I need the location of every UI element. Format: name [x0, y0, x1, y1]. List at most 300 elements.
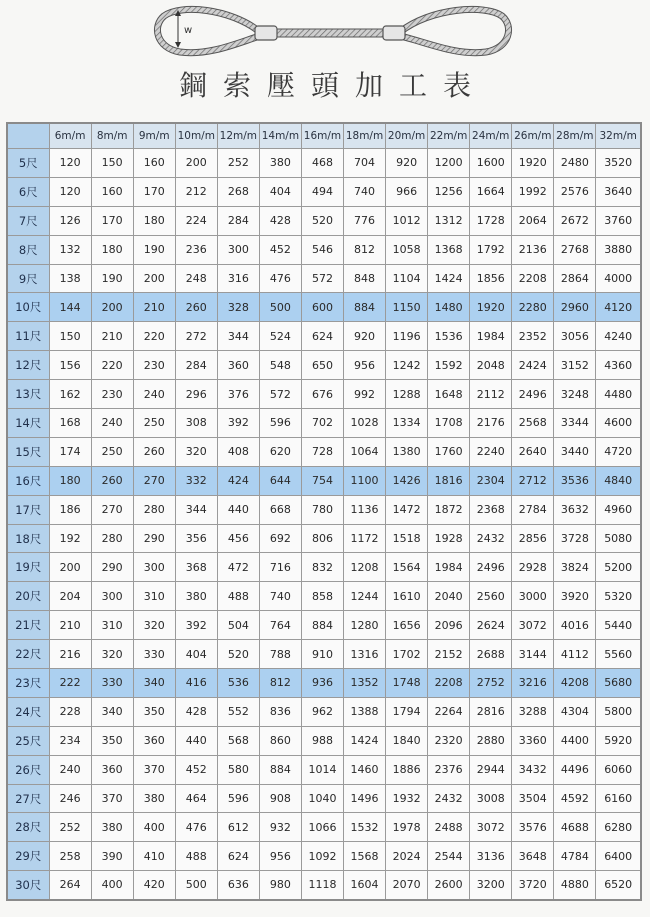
table-cell: 3720 [512, 871, 554, 900]
table-cell: 400 [133, 813, 175, 842]
header [0, 0, 650, 118]
width-label: w [184, 25, 193, 36]
table-cell: 812 [344, 235, 386, 264]
table-cell: 580 [217, 755, 259, 784]
table-cell: 3216 [512, 669, 554, 698]
table-cell: 3648 [512, 842, 554, 871]
table-cell: 190 [133, 235, 175, 264]
table-row [7, 842, 641, 871]
table-cell: 1200 [428, 149, 470, 178]
table-cell: 836 [259, 697, 301, 726]
table-cell: 1426 [386, 466, 428, 495]
table-cell: 120 [49, 177, 91, 206]
table-cell: 1388 [344, 697, 386, 726]
table-cell: 2280 [512, 293, 554, 322]
column-header: 28m/m [554, 123, 596, 149]
table-cell: 2376 [428, 755, 470, 784]
table-cell: 380 [175, 582, 217, 611]
table-cell: 1928 [428, 524, 470, 553]
table-cell: 6060 [596, 755, 641, 784]
table-row [7, 235, 641, 264]
table-cell: 4304 [554, 697, 596, 726]
table-cell: 400 [91, 871, 133, 900]
table-cell: 296 [175, 380, 217, 409]
table-cell: 3248 [554, 380, 596, 409]
row-label: 5尺 [7, 149, 49, 178]
row-label: 24尺 [7, 697, 49, 726]
table-row [7, 351, 641, 380]
table-cell: 220 [91, 351, 133, 380]
row-label: 7尺 [7, 206, 49, 235]
row-label: 9尺 [7, 264, 49, 293]
table-cell: 4720 [596, 437, 641, 466]
table-row [7, 466, 641, 495]
table-cell: 264 [49, 871, 91, 900]
table-cell: 692 [259, 524, 301, 553]
column-header: 32m/m [596, 123, 641, 149]
table-cell: 186 [49, 495, 91, 524]
table-cell: 1244 [344, 582, 386, 611]
table-cell: 220 [133, 322, 175, 351]
table-cell: 180 [49, 466, 91, 495]
table-cell: 1840 [386, 726, 428, 755]
table-cell: 1028 [344, 409, 386, 438]
table-cell: 284 [217, 206, 259, 235]
table-cell: 3000 [512, 582, 554, 611]
table-cell: 4208 [554, 669, 596, 698]
table-cell: 5080 [596, 524, 641, 553]
table-cell: 4880 [554, 871, 596, 900]
table-cell: 272 [175, 322, 217, 351]
table-cell: 224 [175, 206, 217, 235]
wire-rope-table [6, 122, 642, 901]
table-cell: 1424 [428, 264, 470, 293]
table-cell: 812 [259, 669, 301, 698]
table-cell: 3520 [596, 149, 641, 178]
table-cell: 2496 [512, 380, 554, 409]
table-cell: 3920 [554, 582, 596, 611]
table-cell: 332 [175, 466, 217, 495]
row-label: 12尺 [7, 351, 49, 380]
table-cell: 884 [344, 293, 386, 322]
table-cell: 1920 [512, 149, 554, 178]
table-cell: 1604 [344, 871, 386, 900]
table-row [7, 784, 641, 813]
table-cell: 200 [49, 553, 91, 582]
table-cell: 4840 [596, 466, 641, 495]
table-cell: 740 [344, 177, 386, 206]
table-cell: 2040 [428, 582, 470, 611]
table-cell: 988 [301, 726, 343, 755]
table-cell: 520 [301, 206, 343, 235]
table-cell: 1702 [386, 640, 428, 669]
table-cell: 1992 [512, 177, 554, 206]
table-cell: 788 [259, 640, 301, 669]
table-cell: 268 [217, 177, 259, 206]
table-cell: 370 [133, 755, 175, 784]
row-label: 30尺 [7, 871, 49, 900]
column-header: 20m/m [386, 123, 428, 149]
corner-cell [7, 123, 49, 149]
table-cell: 848 [344, 264, 386, 293]
table-cell: 162 [49, 380, 91, 409]
table-row [7, 409, 641, 438]
table-row [7, 813, 641, 842]
table-cell: 4112 [554, 640, 596, 669]
table-cell: 910 [301, 640, 343, 669]
table-cell: 240 [133, 380, 175, 409]
table-cell: 180 [133, 206, 175, 235]
table-cell: 150 [91, 149, 133, 178]
table-cell: 5560 [596, 640, 641, 669]
table-cell: 1794 [386, 697, 428, 726]
table-cell: 344 [175, 495, 217, 524]
table-cell: 504 [217, 611, 259, 640]
table-cell: 524 [259, 322, 301, 351]
table-cell: 956 [344, 351, 386, 380]
table-cell: 3072 [512, 611, 554, 640]
row-label: 28尺 [7, 813, 49, 842]
table-cell: 1760 [428, 437, 470, 466]
table-cell: 228 [49, 697, 91, 726]
table-cell: 260 [175, 293, 217, 322]
table-cell: 230 [91, 380, 133, 409]
table-cell: 1196 [386, 322, 428, 351]
table-cell: 1368 [428, 235, 470, 264]
table-cell: 4688 [554, 813, 596, 842]
table-cell: 2712 [512, 466, 554, 495]
table-cell: 2560 [470, 582, 512, 611]
row-label: 20尺 [7, 582, 49, 611]
table-row [7, 669, 641, 698]
table-cell: 2176 [470, 409, 512, 438]
table-cell: 284 [175, 351, 217, 380]
table-cell: 2096 [428, 611, 470, 640]
table-cell: 252 [217, 149, 259, 178]
wire-rope-sling-icon [150, 2, 520, 64]
table-cell: 1496 [344, 784, 386, 813]
table-cell: 416 [175, 669, 217, 698]
table-cell: 310 [91, 611, 133, 640]
table-cell: 1648 [428, 380, 470, 409]
table-cell: 1312 [428, 206, 470, 235]
table-row [7, 206, 641, 235]
table-cell: 1316 [344, 640, 386, 669]
column-header: 9m/m [133, 123, 175, 149]
row-label: 22尺 [7, 640, 49, 669]
table-cell: 428 [259, 206, 301, 235]
table-cell: 1380 [386, 437, 428, 466]
table-cell: 596 [217, 784, 259, 813]
table-cell: 1208 [344, 553, 386, 582]
table-cell: 2480 [554, 149, 596, 178]
table-cell: 4400 [554, 726, 596, 755]
table-cell: 962 [301, 697, 343, 726]
table-cell: 320 [133, 611, 175, 640]
table-cell: 476 [175, 813, 217, 842]
table-cell: 2496 [470, 553, 512, 582]
table-cell: 310 [133, 582, 175, 611]
table-cell: 2432 [470, 524, 512, 553]
table-row [7, 755, 641, 784]
table-cell: 428 [175, 697, 217, 726]
table-cell: 380 [259, 149, 301, 178]
row-label: 11尺 [7, 322, 49, 351]
table-cell: 392 [217, 409, 259, 438]
table-cell: 1012 [386, 206, 428, 235]
table-cell: 2624 [470, 611, 512, 640]
table-row [7, 437, 641, 466]
table-cell: 2928 [512, 553, 554, 582]
table-cell: 328 [217, 293, 259, 322]
table-cell: 440 [217, 495, 259, 524]
table-cell: 884 [301, 611, 343, 640]
row-label: 17尺 [7, 495, 49, 524]
table-cell: 1242 [386, 351, 428, 380]
table-cell: 956 [259, 842, 301, 871]
table-cell: 440 [175, 726, 217, 755]
table-cell: 260 [133, 437, 175, 466]
table-cell: 2208 [428, 669, 470, 698]
table-cell: 5800 [596, 697, 641, 726]
table-cell: 1564 [386, 553, 428, 582]
table-cell: 548 [259, 351, 301, 380]
table-cell: 1568 [344, 842, 386, 871]
table-cell: 4784 [554, 842, 596, 871]
table-cell: 200 [91, 293, 133, 322]
table-cell: 404 [259, 177, 301, 206]
table-cell: 240 [49, 755, 91, 784]
table-cell: 360 [133, 726, 175, 755]
table-cell: 1352 [344, 669, 386, 698]
table-cell: 2576 [554, 177, 596, 206]
table-cell: 1518 [386, 524, 428, 553]
table-cell: 650 [301, 351, 343, 380]
table-cell: 1472 [386, 495, 428, 524]
table-cell: 832 [301, 553, 343, 582]
table-cell: 1536 [428, 322, 470, 351]
table-cell: 920 [344, 322, 386, 351]
table-cell: 6400 [596, 842, 641, 871]
table-cell: 1984 [428, 553, 470, 582]
table-cell: 456 [217, 524, 259, 553]
table-cell: 2208 [512, 264, 554, 293]
table-cell: 4592 [554, 784, 596, 813]
table-row [7, 495, 641, 524]
table-cell: 250 [133, 409, 175, 438]
table-row [7, 553, 641, 582]
table-cell: 1064 [344, 437, 386, 466]
table-cell: 170 [91, 206, 133, 235]
table-row [7, 322, 641, 351]
table-cell: 5200 [596, 553, 641, 582]
table-cell: 424 [217, 466, 259, 495]
table-cell: 170 [133, 177, 175, 206]
table-cell: 1610 [386, 582, 428, 611]
table-cell: 520 [217, 640, 259, 669]
table-cell: 572 [301, 264, 343, 293]
table-cell: 1460 [344, 755, 386, 784]
table-cell: 2752 [470, 669, 512, 698]
table-cell: 3144 [512, 640, 554, 669]
table-row [7, 726, 641, 755]
table-cell: 3360 [512, 726, 554, 755]
table-cell: 2240 [470, 437, 512, 466]
table-cell: 246 [49, 784, 91, 813]
table-cell: 1288 [386, 380, 428, 409]
header-row [7, 123, 641, 149]
table-cell: 252 [49, 813, 91, 842]
table-cell: 3640 [596, 177, 641, 206]
table-cell: 644 [259, 466, 301, 495]
table-cell: 200 [175, 149, 217, 178]
table-row [7, 871, 641, 900]
table-cell: 290 [91, 553, 133, 582]
table-cell: 612 [217, 813, 259, 842]
table-cell: 2304 [470, 466, 512, 495]
row-label: 15尺 [7, 437, 49, 466]
table-cell: 500 [175, 871, 217, 900]
table-cell: 936 [301, 669, 343, 698]
table-cell: 2768 [554, 235, 596, 264]
table-cell: 2856 [512, 524, 554, 553]
table-cell: 3760 [596, 206, 641, 235]
table-cell: 3576 [512, 813, 554, 842]
table-cell: 156 [49, 351, 91, 380]
column-header: 6m/m [49, 123, 91, 149]
table-cell: 3432 [512, 755, 554, 784]
table-cell: 920 [386, 149, 428, 178]
table-cell: 932 [259, 813, 301, 842]
table-cell: 3504 [512, 784, 554, 813]
table-cell: 676 [301, 380, 343, 409]
table-cell: 1256 [428, 177, 470, 206]
table-cell: 472 [217, 553, 259, 582]
table-cell: 2864 [554, 264, 596, 293]
row-label: 23尺 [7, 669, 49, 698]
table-cell: 620 [259, 437, 301, 466]
table-cell: 740 [259, 582, 301, 611]
table-row [7, 177, 641, 206]
table-cell: 764 [259, 611, 301, 640]
table-cell: 1856 [470, 264, 512, 293]
row-label: 26尺 [7, 755, 49, 784]
table-cell: 192 [49, 524, 91, 553]
table-body [7, 149, 641, 900]
table-container [6, 122, 642, 901]
table-cell: 1748 [386, 669, 428, 698]
table-cell: 2136 [512, 235, 554, 264]
table-cell: 754 [301, 466, 343, 495]
table-cell: 716 [259, 553, 301, 582]
table-cell: 2544 [428, 842, 470, 871]
table-cell: 410 [133, 842, 175, 871]
table-cell: 624 [301, 322, 343, 351]
table-cell: 1058 [386, 235, 428, 264]
table-cell: 350 [91, 726, 133, 755]
column-header: 16m/m [301, 123, 343, 149]
table-cell: 908 [259, 784, 301, 813]
table-cell: 1424 [344, 726, 386, 755]
table-cell: 1816 [428, 466, 470, 495]
table-cell: 6520 [596, 871, 641, 900]
table-cell: 126 [49, 206, 91, 235]
table-cell: 464 [175, 784, 217, 813]
table-cell: 420 [133, 871, 175, 900]
table-cell: 320 [175, 437, 217, 466]
table-cell: 1118 [301, 871, 343, 900]
table-cell: 234 [49, 726, 91, 755]
table-cell: 3288 [512, 697, 554, 726]
table-cell: 300 [133, 553, 175, 582]
table-cell: 546 [301, 235, 343, 264]
table-cell: 132 [49, 235, 91, 264]
table-cell: 270 [133, 466, 175, 495]
row-label: 14尺 [7, 409, 49, 438]
table-cell: 3728 [554, 524, 596, 553]
table-cell: 980 [259, 871, 301, 900]
table-cell: 2944 [470, 755, 512, 784]
table-cell: 390 [91, 842, 133, 871]
row-label: 27尺 [7, 784, 49, 813]
table-cell: 452 [259, 235, 301, 264]
table-cell: 776 [344, 206, 386, 235]
table-cell: 1100 [344, 466, 386, 495]
table-cell: 330 [91, 669, 133, 698]
row-label: 13尺 [7, 380, 49, 409]
table-cell: 4480 [596, 380, 641, 409]
table-cell: 236 [175, 235, 217, 264]
table-cell: 210 [133, 293, 175, 322]
table-cell: 2600 [428, 871, 470, 900]
table-cell: 1172 [344, 524, 386, 553]
table-cell: 3880 [596, 235, 641, 264]
table-cell: 500 [259, 293, 301, 322]
row-label: 25尺 [7, 726, 49, 755]
row-label: 29尺 [7, 842, 49, 871]
table-cell: 2432 [428, 784, 470, 813]
table-cell: 168 [49, 409, 91, 438]
table-cell: 2352 [512, 322, 554, 351]
table-cell: 1920 [470, 293, 512, 322]
table-cell: 3632 [554, 495, 596, 524]
table-cell: 250 [91, 437, 133, 466]
table-cell: 2024 [386, 842, 428, 871]
table-cell: 1978 [386, 813, 428, 842]
table-cell: 1150 [386, 293, 428, 322]
table-cell: 360 [91, 755, 133, 784]
table-cell: 356 [175, 524, 217, 553]
table-cell: 1656 [386, 611, 428, 640]
table-cell: 210 [91, 322, 133, 351]
row-label: 10尺 [7, 293, 49, 322]
table-cell: 1092 [301, 842, 343, 871]
table-cell: 120 [49, 149, 91, 178]
table-cell: 144 [49, 293, 91, 322]
table-cell: 4240 [596, 322, 641, 351]
table-cell: 1600 [470, 149, 512, 178]
table-cell: 280 [133, 495, 175, 524]
table-cell: 216 [49, 640, 91, 669]
table-cell: 160 [133, 149, 175, 178]
table-row [7, 640, 641, 669]
table-cell: 1592 [428, 351, 470, 380]
table-cell: 992 [344, 380, 386, 409]
table-cell: 1984 [470, 322, 512, 351]
table-cell: 160 [91, 177, 133, 206]
table-row [7, 264, 641, 293]
table-cell: 270 [91, 495, 133, 524]
